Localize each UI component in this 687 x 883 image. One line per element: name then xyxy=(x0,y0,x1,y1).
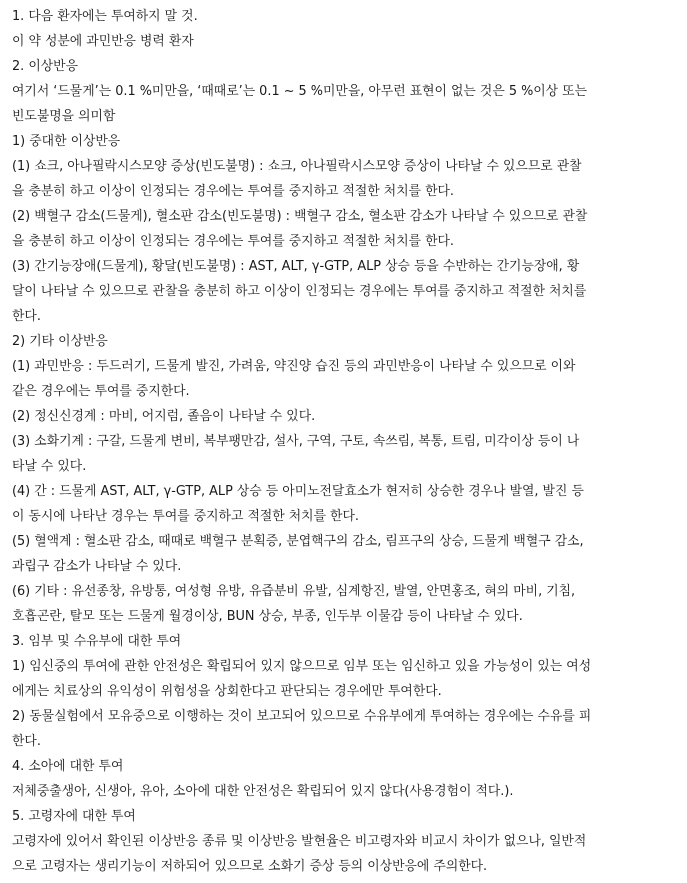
text-line: 5. 고령자에 대한 투여 xyxy=(12,809,136,824)
text-line: 에게는 치료상의 유익성이 위험성을 상회한다고 판단되는 경우에만 투여한다. xyxy=(12,684,442,699)
text-line: 같은 경우에는 투여를 중지한다. xyxy=(12,384,190,399)
text-line: 빈도불명을 의미함 xyxy=(12,109,116,124)
text-line: (1) 쇼크, 아나필락시스모양 증상(빈도불명) : 쇼크, 아나필락시스모양 증상이 나타날 수 있으므로 관찰 xyxy=(12,159,582,174)
text-line: 1. 다음 환자에는 투여하지 말 것. xyxy=(12,9,198,24)
text-line: 과립구 감소가 나타날 수 있다. xyxy=(12,559,182,574)
text-line: 저체중출생아, 신생아, 유아, 소아에 대한 안전성은 확립되어 있지 않다(사용경험이 적다.). xyxy=(12,784,514,799)
text-line: 호흡곤란, 탈모 또는 드물게 월경이상, BUN 상승, 부종, 인두부 이물감 등이 나타날 수 있다. xyxy=(12,609,523,624)
text-line: (1) 과민반응 : 두드러기, 드물게 발진, 가려움, 약진양 습진 등의 과민반응이 나타날 수 있으므로 이와 xyxy=(12,359,576,374)
text-line: 고령자에 있어서 확인된 이상반응 종류 및 이상반응 발현율은 비고령자와 비교시 차이가 없으나, 일반적 xyxy=(12,834,587,849)
text-line: (2) 정신신경계 : 마비, 어지럼, 졸음이 나타날 수 있다. xyxy=(12,409,316,424)
text-line: (6) 기타 : 유선종창, 유방통, 여성형 유방, 유즙분비 유발, 심계항진, 발열, 안면홍조, 혀의 마비, 기침, xyxy=(12,584,576,599)
text-line: 한다. xyxy=(12,734,41,749)
text-line: 1) 임신중의 투여에 관한 안전성은 확립되어 있지 않으므로 임부 또는 임신하고 있을 가능성이 있는 여성 xyxy=(12,659,592,674)
text-line: 2) 동물실험에서 모유중으로 이행하는 것이 보고되어 있으므로 수유부에게 투여하는 경우에는 수유를 피 xyxy=(12,709,592,724)
text-line: (5) 혈액계 : 혈소판 감소, 때때로 백혈구 분획증, 분엽핵구의 감소, 림프구의 상승, 드물게 백혈구 감소, xyxy=(12,534,584,549)
text-line: 여기서 ‘드물게’는 0.1 %미만을, ‘때때로’는 0.1 ~ 5 %미만을, 아무런 표현이 없는 것은 5 %이상 또는 xyxy=(12,84,587,99)
text-line: 을 충분히 하고 이상이 인정되는 경우에는 투여를 중지하고 적절한 처치를 한다. xyxy=(12,234,454,249)
text-line: 3. 임부 및 수유부에 대한 투여 xyxy=(12,634,182,649)
text-line: 2. 이상반응 xyxy=(12,59,78,74)
text-line: 을 충분히 하고 이상이 인정되는 경우에는 투여를 중지하고 적절한 처치를 한다. xyxy=(12,184,454,199)
text-line: 으로 고령자는 생리기능이 저하되어 있으므로 소화기 증상 등의 이상반응에 주의한다. xyxy=(12,859,488,874)
text-line: 1) 중대한 이상반응 xyxy=(12,134,121,149)
text-line: (3) 간기능장애(드물게), 황달(빈도불명) : AST, ALT, γ-GTP, ALP 상승 등을 수반하는 간기능장애, 황 xyxy=(12,259,580,274)
text-line: 2) 기타 이상반응 xyxy=(12,334,108,349)
text-line: 한다. xyxy=(12,309,41,324)
text-line: 4. 소아에 대한 투여 xyxy=(12,759,124,774)
text-line: (2) 백혈구 감소(드물게), 혈소판 감소(빈도불명) : 백혈구 감소, 혈소판 감소가 나타날 수 있으므로 관찰 xyxy=(12,209,588,224)
text-line: 이 약 성분에 과민반응 병력 환자 xyxy=(12,34,194,49)
text-line: (4) 간 : 드물게 AST, ALT, γ-GTP, ALP 상승 등 아미노전달효소가 현저히 상승한 경우나 발열, 발진 등 xyxy=(12,484,584,499)
text-line: (3) 소화기계 : 구갈, 드물게 변비, 복부팽만감, 설사, 구역, 구토, 속쓰림, 복통, 트림, 미각이상 등이 나 xyxy=(12,434,580,449)
text-line: 타날 수 있다. xyxy=(12,459,87,474)
text-line: 달이 나타날 수 있으므로 관찰을 충분히 하고 이상이 인정되는 경우에는 투여를 중지하고 적절한 처치를 xyxy=(12,284,587,299)
text-line: 이 동시에 나타난 경우는 투여를 중지하고 적절한 처치를 한다. xyxy=(12,509,359,524)
